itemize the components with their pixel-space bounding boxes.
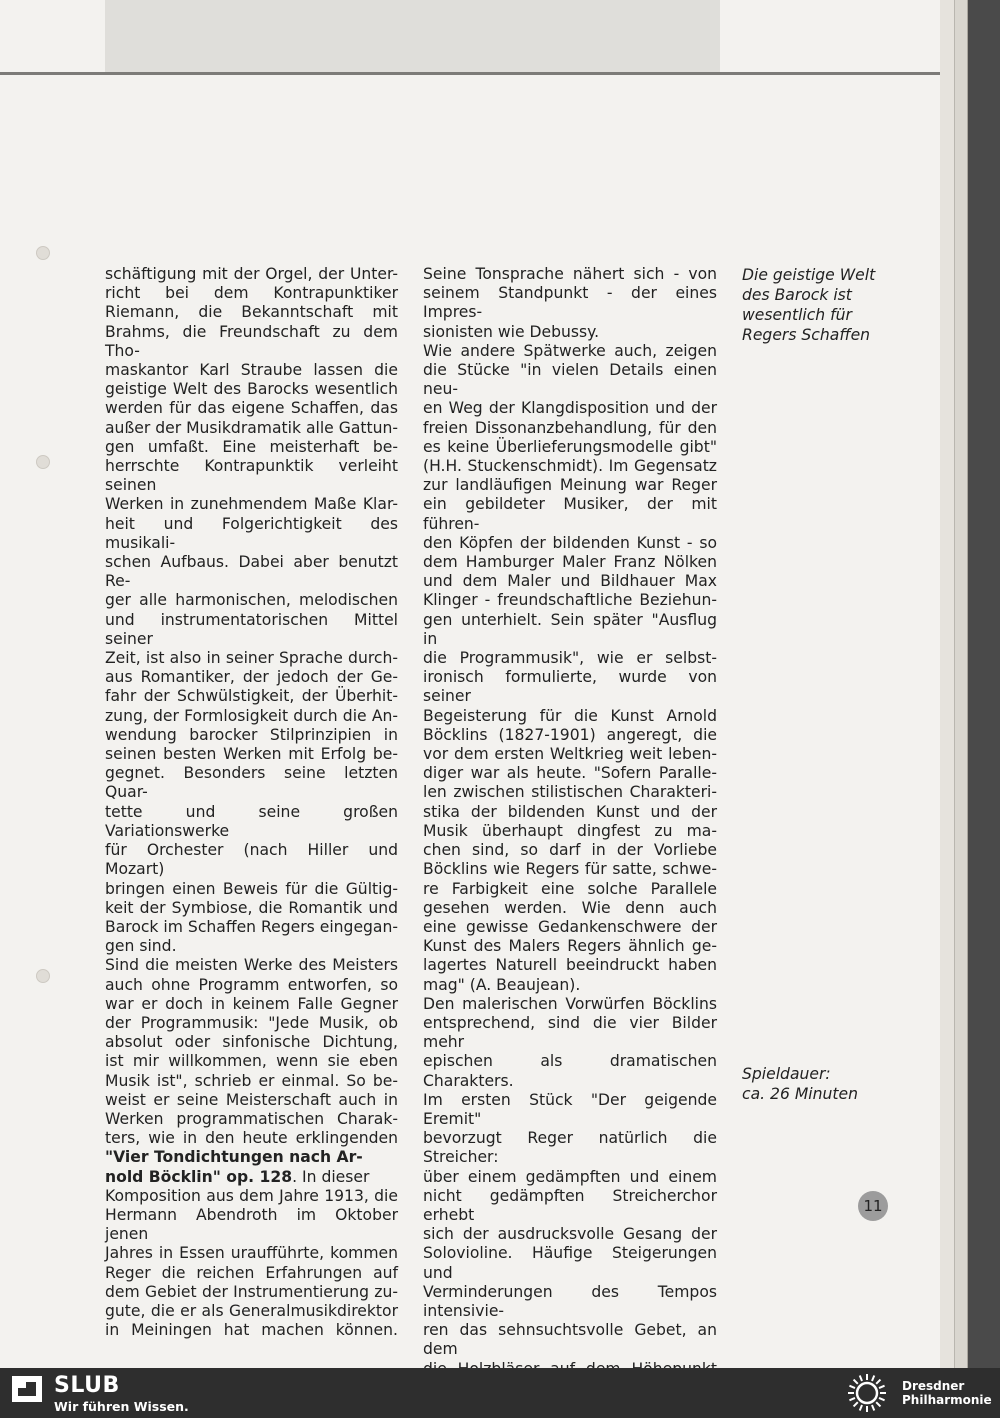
- text-line: mag" (A. Beaujean).: [423, 975, 581, 994]
- text-line: Komposition aus dem Jahre 1913, die: [105, 1186, 398, 1205]
- page-number: 11: [858, 1191, 888, 1221]
- text-line: der Programmusik: "Jede Musik, ob: [105, 1013, 398, 1032]
- text-line: gen sind.: [105, 937, 177, 956]
- library-name[interactable]: SLUB: [54, 1373, 120, 1398]
- punch-hole: [36, 969, 50, 983]
- text-line: ca. 26 Minuten: [742, 1085, 858, 1103]
- text-line: geistige Welt des Barocks wesentlich: [105, 380, 398, 399]
- text-line: keit der Symbiose, die Romantik und: [105, 898, 398, 917]
- header-rule: [0, 72, 945, 75]
- text-line: lagertes Naturell beeindruckt haben: [423, 956, 717, 975]
- text-line: richt bei dem Kontrapunktiker: [105, 284, 398, 303]
- text-line: und instrumentatorischen Mittel seiner: [105, 610, 398, 648]
- text-line: ters, wie in den heute erklingenden: [105, 1129, 398, 1148]
- logo-ray: [872, 1375, 874, 1381]
- text-line: ironisch formulierte, wurde von seiner: [423, 668, 717, 706]
- text-line: Hermann Abendroth im Oktober jenen: [105, 1205, 398, 1244]
- text-line: entsprechend, sind die vier Bilder mehr: [423, 1013, 717, 1052]
- text-line: Solovioline. Häufige Steigerungen und: [423, 1244, 717, 1282]
- text-line: bringen einen Beweis für die Gültig-: [105, 879, 398, 898]
- text-line: es keine Überlieferungsmodelle gibt": [423, 437, 717, 456]
- text-line: eine gewisse Gedankenschwere der: [423, 917, 717, 936]
- text-line: Wie andere Spätwerke auch, zeigen: [423, 341, 717, 360]
- text-line: stika der bildenden Kunst und der: [423, 802, 717, 821]
- text-line: den Köpfen der bildenden Kunst - so: [423, 533, 717, 552]
- text-line: Böcklins (1827-1901) angeregt, die: [423, 725, 717, 744]
- text-line: Barock im Schaffen Regers eingegan-: [105, 917, 398, 936]
- logo-ray: [849, 1386, 855, 1388]
- logo-ray: [860, 1375, 862, 1381]
- text-line: schen Aufbaus. Dabei aber benutzt Re-: [105, 553, 398, 591]
- text-line: absolut oder sinfonische Dichtung,: [105, 1033, 398, 1052]
- orchestra-name-line: Dresdner: [902, 1379, 965, 1393]
- page-edge: [940, 0, 955, 1368]
- punch-hole: [36, 246, 50, 260]
- logo-ray: [872, 1405, 874, 1411]
- text-line: herrschte Kontrapunktik verleiht seinen: [105, 457, 398, 495]
- text-line: epischen als dramatischen Charakters.: [423, 1052, 717, 1090]
- text-line: wesentlich für: [742, 306, 852, 324]
- text-line: zur landläufigen Meinung war Reger: [423, 476, 717, 495]
- text-line: die Programmusik", wie er selbst-: [423, 649, 717, 668]
- text-column-left: [105, 265, 398, 1340]
- text-line: wendung barocker Stilprinzipien in: [105, 725, 398, 744]
- orchestra-name-line: Philharmonie: [902, 1393, 992, 1407]
- text-line: und dem Maler und Bildhauer Max: [423, 572, 717, 591]
- text-line: Verminderungen des Tempos intensivie-: [423, 1282, 717, 1320]
- sidenote-bottom: [742, 1064, 902, 1104]
- text-line: chen sind, so darf in der Vorliebe: [423, 841, 717, 860]
- right-column-lines: [423, 265, 717, 1417]
- text-line: ein gebildeter Musiker, der mit führen-: [423, 495, 717, 533]
- logo-ray: [854, 1380, 858, 1384]
- text-line: Brahms, die Freundschaft zu dem Tho-: [105, 322, 398, 360]
- text-line: ger alle harmonischen, melodischen: [105, 591, 398, 610]
- text-line: Spieldauer:: [742, 1065, 831, 1083]
- text-line: ren das sehnsuchtsvolle Gebet, an dem: [423, 1321, 717, 1359]
- work-title: "Vier Tondichtungen nach Ar-: [105, 1148, 363, 1167]
- logo-ray: [879, 1398, 885, 1400]
- left-column-lines: [105, 265, 398, 1148]
- work-title: nold Böcklin" op. 128: [105, 1167, 293, 1186]
- text-line: Klinger - freundschaftliche Beziehun-: [423, 591, 717, 610]
- text-line: aus Romantiker, der jedoch der Ge-: [105, 668, 398, 687]
- text-line: freien Dissonanzbehandlung, für den: [423, 418, 717, 437]
- text-line: Begeisterung für die Kunst Arnold: [423, 706, 717, 725]
- text-line: seinen besten Werken mit Erfolg be-: [105, 745, 398, 764]
- text-line: nicht gedämpften Streicherchor erhebt: [423, 1186, 717, 1224]
- text-line: sich der ausdrucksvolle Gesang der: [423, 1225, 717, 1244]
- page-edge: [955, 0, 968, 1368]
- text-line: en Weg der Klangdisposition und der: [423, 399, 717, 418]
- text-line: Kunst des Malers Regers ähnlich ge-: [423, 937, 717, 956]
- logo-ray: [876, 1402, 880, 1406]
- text-line: Die geistige Welt: [742, 266, 876, 284]
- text-line: Musik ist", schrieb er einmal. So be-: [105, 1071, 398, 1090]
- text-line: . In dieser: [292, 1167, 370, 1186]
- text-line: vor dem ersten Weltkrieg weit leben-: [423, 745, 717, 764]
- text-line: Zeit, ist also in seiner Sprache durch-: [105, 649, 398, 668]
- text-line: weist er seine Meisterschaft auch in: [105, 1090, 398, 1109]
- text-line: dem Gebiet der Instrumentierung zu-: [105, 1282, 398, 1301]
- orchestra-name: [902, 1379, 992, 1407]
- text-line: Seine Tonsprache nähert sich - von: [423, 265, 717, 283]
- text-line: über einem gedämpften und einem: [423, 1167, 717, 1186]
- text-line: Werken in zunehmendem Maße Klar-: [105, 495, 398, 514]
- punch-hole: [36, 455, 50, 469]
- text-line: dem Hamburger Maler Franz Nölken: [423, 553, 717, 572]
- logo-ray: [849, 1398, 855, 1400]
- text-line: Werken programmatischen Charak-: [105, 1109, 398, 1128]
- text-line: Im ersten Stück "Der geigende Eremit": [423, 1090, 717, 1128]
- text-line: re Farbigkeit eine solche Parallele: [423, 879, 717, 898]
- text-line: gegnet. Besonders seine letzten Quar-: [105, 764, 398, 802]
- text-line: bevorzugt Reger natürlich die Streicher:: [423, 1129, 717, 1167]
- text-line: gen umfaßt. Eine meisterhaft be-: [105, 437, 398, 456]
- text-line: Regers Schaffen: [742, 326, 871, 344]
- text-line: Riemann, die Bekanntschaft mit: [105, 303, 398, 322]
- text-line: werden für das eigene Schaffen, das: [105, 399, 398, 418]
- text-line: Böcklins wie Regers für satte, schwe-: [423, 860, 717, 879]
- text-line: seinem Standpunkt - der eines Impres-: [423, 284, 717, 322]
- sidenote-top: [742, 265, 902, 345]
- text-line: in Meiningen hat machen können.: [105, 1321, 398, 1340]
- text-line: des Barock ist: [742, 286, 852, 304]
- left-column-lines-after: [105, 1187, 398, 1341]
- text-line: heit und Folgerichtigkeit des musikali-: [105, 514, 398, 552]
- logo-ray: [854, 1402, 858, 1406]
- slub-logo-icon: [12, 1376, 42, 1402]
- scan-background: [968, 0, 1000, 1368]
- text-line: fahr der Schwülstigkeit, der Überhit-: [105, 687, 398, 706]
- text-line: auch ohne Programm entworfen, so: [105, 975, 398, 994]
- text-column-right: [423, 265, 717, 1417]
- text-line: (H.H. Stuckenschmidt). Im Gegensatz: [423, 457, 717, 476]
- text-line: Musik überhaupt dingfest zu ma-: [423, 821, 717, 840]
- bold-title-line: [105, 1148, 398, 1167]
- text-line: len zwischen stilistischen Charakteri-: [423, 783, 717, 802]
- text-line: Sind die meisten Werke des Meisters: [105, 956, 398, 975]
- text-line: Jahres in Essen uraufführte, kommen: [105, 1244, 398, 1263]
- text-line: außer der Musikdramatik alle Gattun-: [105, 418, 398, 437]
- logo-ray: [876, 1380, 880, 1384]
- text-line: Den malerischen Vorwürfen Böcklins: [423, 994, 717, 1013]
- footer-bar: [0, 1368, 1000, 1418]
- bold-title-line: [105, 1168, 398, 1187]
- bleed-through-header: [105, 0, 720, 72]
- library-tagline: Wir führen Wissen.: [54, 1399, 189, 1414]
- dresdner-philharmonie-logo-icon: [842, 1372, 892, 1414]
- text-line: ist mir willkommen, wenn sie eben: [105, 1052, 398, 1071]
- text-line: diger war als heute. "Sofern Paralle-: [423, 764, 717, 783]
- text-line: Reger die reichen Erfahrungen auf: [105, 1263, 398, 1282]
- text-line: zung, der Formlosigkeit durch die An-: [105, 706, 398, 725]
- text-line: war er doch in keinem Falle Gegner: [105, 994, 398, 1013]
- logo-ray: [879, 1386, 885, 1388]
- text-line: gen unterhielt. Sein später "Ausflug in: [423, 610, 717, 648]
- text-line: tette und seine großen Variationswerke: [105, 802, 398, 840]
- text-line: gesehen werden. Wie denn auch: [423, 898, 717, 917]
- text-line: sionisten wie Debussy.: [423, 322, 600, 341]
- text-line: maskantor Karl Straube lassen die: [105, 361, 398, 380]
- text-line: gute, die er als Generalmusikdirektor: [105, 1301, 398, 1320]
- text-line: die Stücke "in vielen Details einen neu-: [423, 361, 717, 399]
- text-line: schäftigung mit der Orgel, der Unter-: [105, 265, 398, 283]
- logo-ray: [860, 1405, 862, 1411]
- text-line: für Orchester (nach Hiller und Mozart): [105, 841, 398, 879]
